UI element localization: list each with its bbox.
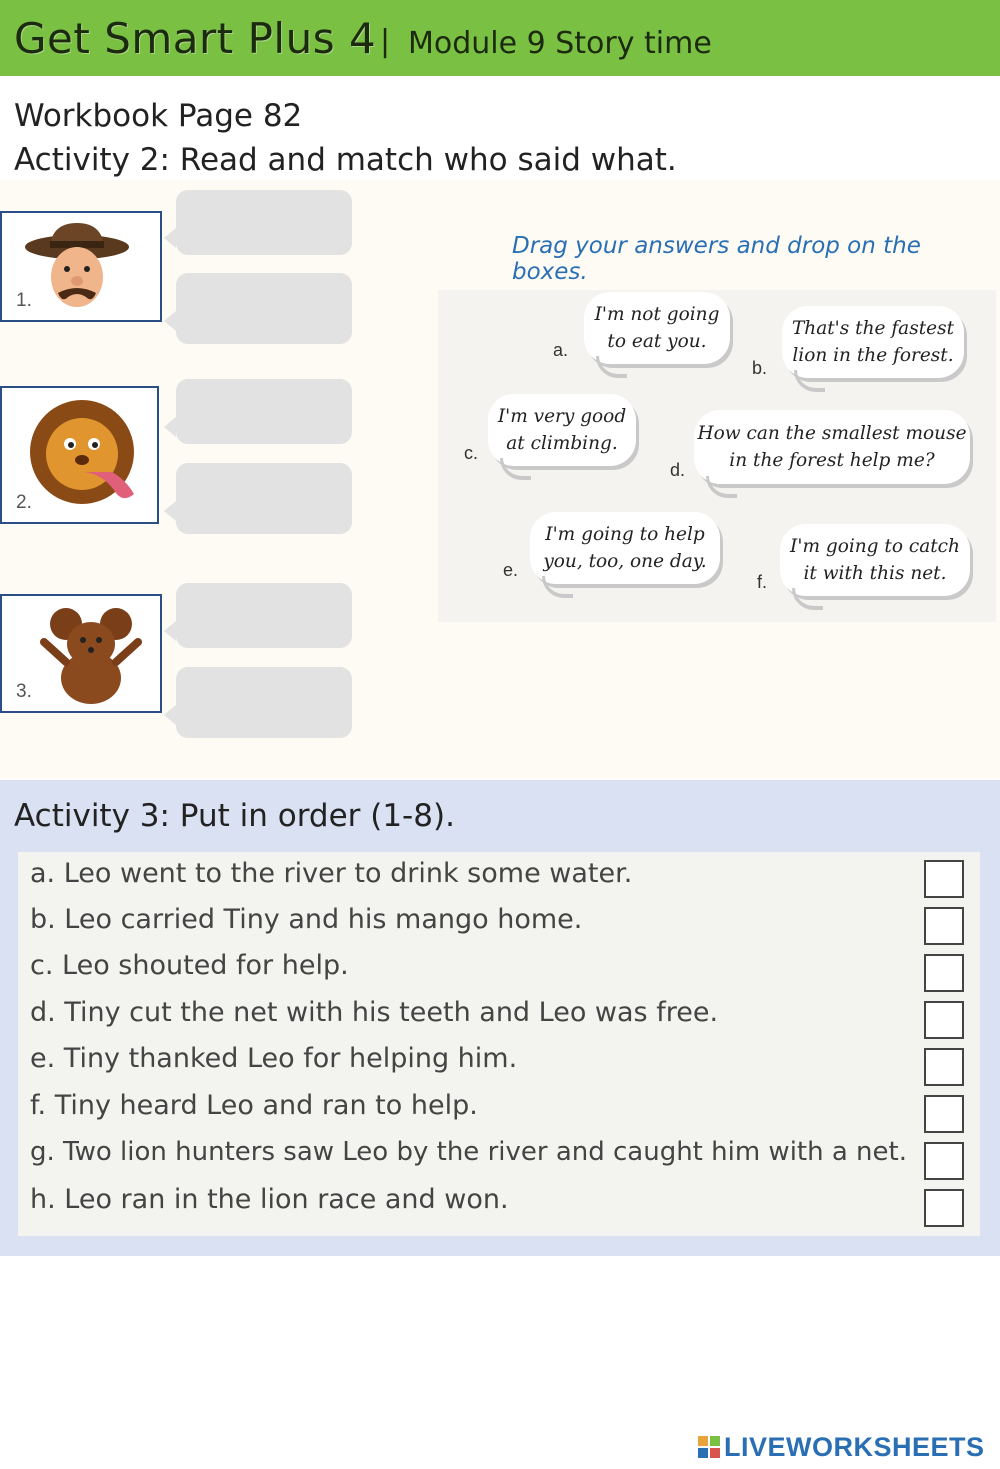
list-item-c: c. Leo shouted for help. [30,950,349,981]
logo-text: LIVEWORKSHEETS [724,1432,985,1462]
speech-bubble-c[interactable]: I'm very good at climbing. [488,394,636,466]
bubble-letter-f: f. [757,572,768,592]
workbook-page-label: Workbook Page 82 [14,98,303,134]
order-input-e[interactable] [924,1048,964,1086]
bubble-letter-d: d. [670,460,686,480]
drag-instruction: Drag your answers and drop on the boxes. [512,233,921,285]
order-input-d[interactable] [924,1001,964,1039]
activity3-title: Activity 3: Put in order (1-8). [14,798,455,834]
drop-box-3b[interactable] [176,667,352,738]
speech-bubble-e[interactable]: I'm going to help you, too, one day. [530,512,720,584]
mouse-icon [36,602,146,708]
list-item-g: g. Two lion hunters saw Leo by the river and caught him with a net. [30,1137,907,1167]
page-title: Get Smart Plus 4 [14,14,377,63]
list-item-b: b. Leo carried Tiny and his mango home. [30,904,583,935]
bubble-letter-e: e. [503,560,519,580]
liveworksheets-logo-icon [698,1436,720,1458]
speech-bubble-f[interactable]: I'm going to catch it with this net. [780,524,970,596]
speech-bubble-d[interactable]: How can the smallest mouse in the forest help me? [694,410,970,484]
hunter-face-icon [22,219,132,319]
activity2-title: Activity 2: Read and match who said what. [14,142,677,178]
order-input-h[interactable] [924,1189,964,1227]
bubble-letter-a: a. [553,340,569,360]
character-number-3: 3. [16,681,32,702]
order-input-c[interactable] [924,954,964,992]
list-item-a: a. Leo went to the river to drink some water. [30,858,633,889]
bubble-letter-c: c. [464,443,479,463]
drop-box-3a[interactable] [176,583,352,648]
character-card-3 [0,594,162,713]
drop-box-2a[interactable] [176,379,352,444]
speech-bubble-b[interactable]: That's the fastest lion in the forest. [782,306,964,378]
list-item-e: e. Tiny thanked Leo for helping him. [30,1043,518,1074]
order-input-a[interactable] [924,860,964,898]
drop-box-1a[interactable] [176,190,352,255]
speech-bubble-a[interactable]: I'm not going to eat you. [584,292,730,364]
list-item-f: f. Tiny heard Leo and ran to help. [30,1090,478,1121]
page-subtitle: Module 9 Story time [408,26,712,61]
order-input-g[interactable] [924,1142,964,1180]
liveworksheets-logo [698,1432,985,1463]
bubble-letter-b: b. [752,358,768,378]
order-input-f[interactable] [924,1095,964,1133]
list-item-d: d. Tiny cut the net with his teeth and Leo was free. [30,997,719,1028]
character-number-1: 1. [16,290,32,311]
drop-box-2b[interactable] [176,463,352,534]
drop-box-1b[interactable] [176,273,352,344]
character-card-2 [0,386,159,524]
lion-face-icon [22,394,152,514]
character-card-1 [0,211,162,322]
title-separator: | [380,24,391,59]
header-bar [0,0,1000,76]
list-item-h: h. Leo ran in the lion race and won. [30,1184,509,1215]
order-input-b[interactable] [924,907,964,945]
character-number-2: 2. [16,492,32,513]
